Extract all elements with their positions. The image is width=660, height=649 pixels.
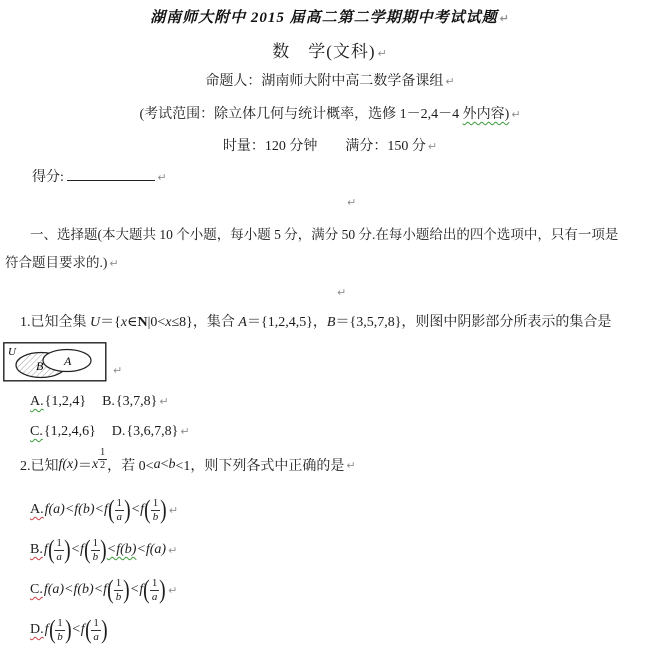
scope-main-text: (考试范围：除立体几何与统计概率，选修 1－2,4－4 (139, 107, 463, 122)
fraction-1-over-a (54, 537, 64, 563)
q2-stem-text: <1，则下列各式中正确的是 (175, 459, 345, 474)
right-paren: ) (100, 615, 108, 644)
q2-option-a-label: A. (30, 502, 44, 517)
left-paren: ( (107, 575, 114, 604)
fraction-numerator: 1 (92, 536, 99, 549)
question-1-stem (20, 311, 611, 331)
fraction-denominator: b (115, 590, 122, 603)
fraction-numerator: 1 (93, 616, 99, 629)
paragraph-mark: ↵ (337, 286, 347, 299)
q1-stem-text: ＝{3,5,7,8}，则图中阴影部分所表示的集合是 (335, 315, 612, 330)
left-paren: ( (84, 615, 92, 644)
time-score-line (0, 135, 660, 155)
q2-option-b-label: B. (30, 542, 43, 557)
score-field (32, 166, 167, 186)
fraction-denominator: b (57, 630, 63, 643)
q2-var-b: b (168, 457, 176, 472)
fraction-numerator: 1 (115, 576, 122, 589)
fraction-numerator: 1 (116, 496, 123, 509)
right-paren: ) (160, 495, 167, 524)
fraction-numerator: 1 (100, 447, 106, 458)
q1-stem-text: |0< (147, 315, 166, 330)
q1-option-a-label: A. (30, 394, 44, 409)
exam-title (0, 6, 660, 27)
paragraph-mark: ↵ (109, 257, 119, 270)
right-paren: ) (124, 495, 131, 524)
q2-exponent-fraction (98, 447, 107, 471)
q2a-formula-text: f(a)<f(b)<f (44, 502, 108, 517)
paragraph-mark: ↵ (511, 108, 521, 121)
fraction-1-over-a (115, 497, 125, 523)
q1-var-x: x (120, 315, 128, 330)
q2-equals: ＝ (77, 459, 92, 474)
fraction-1-over-a (150, 577, 160, 603)
q2-var-x: x (91, 457, 99, 472)
left-paren: ( (143, 575, 150, 604)
author-line (0, 70, 660, 90)
q1-stem-text: ＝{1,2,4,5}， (246, 315, 327, 330)
paragraph-mark: ↵ (168, 583, 178, 597)
fraction-denominator: a (116, 510, 123, 523)
q1-var-B: B (326, 315, 336, 330)
score-label: 得分: (32, 170, 68, 185)
q1-option-d-label: D. (111, 424, 126, 439)
q1-var-A: A (238, 315, 247, 330)
left-paren: ( (84, 535, 91, 564)
left-paren: ( (48, 615, 56, 644)
q1-stem-text: 1.已知全集 (20, 315, 90, 330)
q2-option-c-label: C. (30, 582, 43, 597)
paragraph-mark: ↵ (168, 503, 179, 517)
paragraph-mark: ↵ (159, 395, 169, 408)
paragraph-mark: ↵ (347, 196, 357, 209)
fraction-numerator: 1 (57, 616, 63, 629)
q2-option-b (30, 531, 177, 569)
fraction-1-over-b (151, 497, 161, 523)
fraction-1-over-b (91, 537, 101, 563)
venn-label-universe: U (8, 346, 16, 358)
q2c-formula-text: f(a)<f(b)<f (43, 582, 108, 597)
paragraph-mark: ↵ (427, 140, 438, 153)
subject-text: 数 学(文科) (272, 42, 376, 61)
fraction-denominator: b (152, 510, 159, 523)
fraction-denominator: a (151, 590, 158, 603)
right-paren: ) (100, 535, 107, 564)
left-paren: ( (107, 495, 115, 524)
right-paren: ) (123, 575, 130, 604)
fraction-1-over-b (114, 577, 124, 603)
fraction-denominator: a (56, 550, 62, 563)
q1-set-N: N (137, 315, 148, 330)
exam-title-text: 湖南师大附中 2015 届高二第二学期期中考试试题 (150, 10, 498, 26)
q1-stem-text: ＝{ (100, 315, 121, 330)
fraction-numerator: 1 (152, 496, 159, 509)
q1-option-b-value: {3,7,8} (115, 394, 158, 409)
q2-stem-text: < (160, 457, 169, 472)
question-2-stem (20, 448, 356, 482)
q2d-formula-text: <f (71, 622, 85, 637)
venn-diagram (3, 342, 122, 387)
q2-option-c (30, 571, 177, 609)
paragraph-mark: ↵ (445, 75, 455, 88)
empty-paragraph (335, 283, 346, 301)
right-paren: ) (159, 575, 167, 604)
q1-option-b-label: B. (102, 394, 115, 409)
time-score-text: 时量：120 分钟 满分：150 分 (222, 139, 426, 154)
q1-var-x: x (165, 315, 172, 330)
paragraph-mark: ↵ (346, 458, 356, 472)
q2-fx: f(x) (58, 457, 78, 472)
paragraph-mark: ↵ (499, 12, 510, 25)
fraction-numerator: 1 (56, 536, 62, 549)
q1-options-row-2 (30, 424, 190, 440)
paragraph-mark: ↵ (180, 425, 190, 438)
q2-stem-text: 2.已知 (20, 459, 59, 474)
scope-line (0, 103, 660, 123)
scope-tail-text: 外内容) (462, 107, 510, 122)
q2b-formula-text: f (43, 542, 48, 557)
q1-option-c-value: {1,2,4,6} (43, 424, 96, 439)
q2-stem-text: ，若 0< (107, 459, 154, 474)
q2-option-d-partial (30, 611, 108, 649)
q1-var-U: U (90, 315, 101, 330)
fraction-denominator: 2 (100, 459, 106, 471)
q1-option-c-label: C. (30, 424, 43, 439)
venn-label-a: A (64, 354, 72, 368)
right-paren: ) (64, 615, 72, 644)
empty-paragraph (345, 193, 356, 211)
section-header-text2: 符合题目要求的.) (5, 255, 108, 270)
paragraph-mark: ↵ (168, 543, 178, 557)
right-paren: ) (63, 535, 71, 564)
score-blank-underline (67, 166, 155, 181)
section-header-line2 (5, 251, 119, 271)
author-text: 命题人：湖南师大附中高二数学备课组 (205, 74, 444, 89)
q2-var-a: a (153, 457, 161, 472)
q2a-formula-text: <f (130, 502, 145, 517)
q2d-formula-text: f (44, 622, 49, 637)
section-header-line1 (30, 223, 618, 243)
paragraph-mark: ↵ (377, 47, 388, 60)
fraction-denominator: b (92, 550, 99, 563)
q2c-formula-text: <f (129, 582, 144, 597)
paragraph-mark: ↵ (113, 364, 123, 377)
fraction-1-over-b (55, 617, 65, 643)
left-paren: ( (47, 535, 55, 564)
q1-option-d-value: {3,6,7,8} (126, 424, 179, 439)
q2-option-a (30, 491, 178, 529)
q1-element-of: ∈ (127, 315, 138, 330)
fraction-numerator: 1 (151, 576, 158, 589)
venn-label-b: B (36, 359, 44, 373)
venn-diagram-svg (3, 342, 107, 382)
q1-stem-text: ≤8}，集合 (171, 315, 239, 330)
q1-options-row-1 (30, 394, 169, 410)
section-header-text1: 一、选择题(本大题共 10 个小题，每小题 5 分，满分 50 分.在每小题给出的四个选项中，只有一项是 (30, 227, 619, 242)
fraction-1-over-a (91, 617, 101, 643)
left-paren: ( (144, 495, 151, 524)
subject-line (0, 37, 660, 62)
q1-option-a-value: {1,2,4} (44, 394, 87, 409)
q2b-formula-text: <f(b) (106, 542, 137, 557)
q2-option-d-label: D. (30, 622, 44, 637)
fraction-denominator: a (93, 630, 99, 643)
q2b-formula-text: <f (70, 542, 84, 557)
paragraph-mark: ↵ (157, 171, 167, 184)
q2b-formula-text: <f(a) (136, 542, 167, 557)
